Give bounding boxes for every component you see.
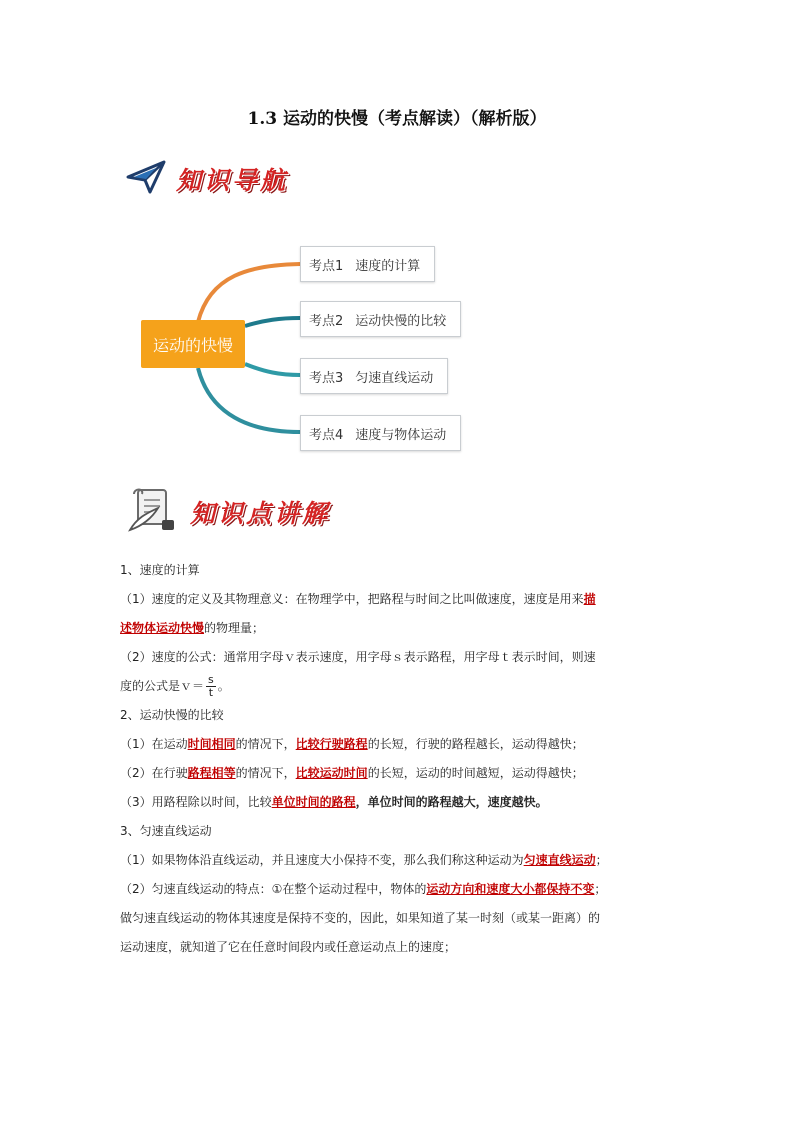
speed-formula-fraction: $\frac{s}{t}$ [208,673,214,699]
section-heading-1: 1、速度的计算 [120,563,200,577]
paragraph: （1）速度的定义及其物理意义：在物理学中，把路程与时间之比叫做速度，速度是用来描 [120,592,596,606]
paragraph: （1）在运动时间相同的情况下，比较行驶路程的长短，行驶的路程越长，运动得越快； [120,737,584,751]
key-term: 比较运动时间 [295,766,368,780]
key-term: 运动方向和速度大小都保持不变 [426,882,595,896]
mind-map-branch-1: 考点1 速度的计算 [300,246,435,282]
mind-map [130,230,490,460]
paragraph: 度的公式是ｖ＝ $\frac{s}{t}$ 。 [120,673,230,699]
paragraph: 述物体运动快慢的物理量； [120,621,265,635]
paragraph: （2）匀速直线运动的特点：①在整个运动过程中，物体的运动方向和速度大小都保持不变； [120,882,607,896]
key-term: 比较行驶路程 [295,737,368,751]
connector-2 [245,318,300,326]
key-term: 单位时间的路程 [271,795,356,809]
paper-plane-icon [126,160,166,198]
mind-map-branch-2: 考点2 运动快慢的比较 [300,301,461,337]
key-term: 路程相等 [187,766,236,780]
mind-map-branch-4: 考点4 速度与物体运动 [300,415,461,451]
connector-3 [245,364,300,375]
mind-map-branch-3: 考点3 匀速直线运动 [300,358,448,394]
section-heading-2: 2、运动快慢的比较 [120,708,224,722]
paragraph: （3）用路程除以时间，比较单位时间的路程，单位时间的路程越大，速度越快。 [120,795,548,809]
paragraph: （1）如果物体沿直线运动，并且速度大小保持不变，那么我们称这种运动为匀速直线运动； [120,853,608,867]
mind-map-root: 运动的快慢 [141,320,245,368]
key-term: 述物体运动快慢 [120,621,205,635]
knowledge-content [120,556,680,962]
knowledge-points-banner [128,486,330,538]
scroll-quill-icon [128,486,178,538]
banner-title: 知识点讲解 [190,499,331,528]
paragraph: （2）在行驶路程相等的情况下，比较运动时间的长短，运动的时间越短，运动得越快； [120,766,584,780]
paragraph: 做匀速直线运动的物体其速度是保持不变的，因此，如果知道了某一时刻（或某一距离）的 [120,911,601,925]
key-term: 描 [583,592,596,606]
paragraph: （2）速度的公式：通常用字母ｖ表示速度，用字母ｓ表示路程，用字母ｔ表示时间，则速 [120,650,596,664]
banner-title: 知识导航 [176,166,289,195]
key-term: 匀速直线运动 [523,853,596,867]
paragraph: 运动速度，就知道了它在任意时间段内或任意运动点上的速度； [120,940,457,954]
knowledge-nav-banner [126,160,288,198]
connector-4 [198,368,300,432]
key-term: 时间相同 [187,737,236,751]
page-title: 1.3 运动的快慢（考点解读）（解析版） [247,109,547,129]
connector-1 [198,264,300,322]
section-heading-3: 3、匀速直线运动 [120,824,212,838]
